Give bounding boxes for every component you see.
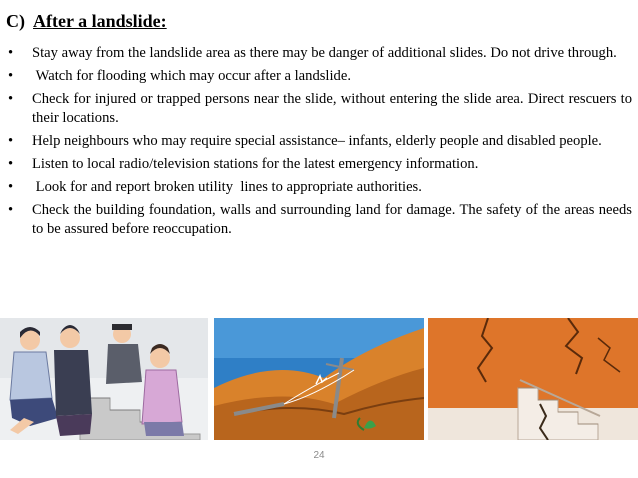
heading-title: After a landslide: [33, 11, 167, 31]
bullet-marker: • [8, 91, 14, 107]
list-item [8, 67, 632, 86]
list-item [8, 132, 632, 151]
bullet-marker: • [8, 179, 14, 195]
bullet-text: Look for and report broken utility lines to appropriate authorities. [32, 179, 422, 195]
bullet-text: Watch for flooding which may occur after a landslide. [32, 68, 351, 84]
broken-utility-lines-illustration [214, 318, 424, 440]
list-item [8, 90, 632, 128]
list-item [8, 178, 632, 197]
cracked-wall-stairs-illustration [428, 318, 638, 440]
bullet-text: Check for injured or trapped persons near the slide, without entering the slide area. Direct rescuers to their locations. [32, 91, 632, 126]
illustration-strip [0, 318, 638, 440]
bullet-marker: • [8, 45, 14, 61]
list-item [8, 44, 632, 63]
page-number: 24 [313, 450, 325, 461]
list-item [8, 155, 632, 174]
bullet-marker: • [8, 156, 14, 172]
bullet-text: Help neighbours who may require special assistance– infants, elderly people and disabled people. [32, 133, 602, 149]
people-helping-injured-illustration [0, 318, 208, 440]
bullet-text: Listen to local radio/television stations for the latest emergency information. [32, 156, 479, 172]
bullet-marker: • [8, 202, 14, 218]
bullet-text: Check the building foundation, walls and surrounding land for damage. The safety of the areas needs to be assured before reoccupation. [32, 202, 632, 237]
bullet-marker: • [8, 133, 14, 149]
slide-heading [6, 10, 167, 32]
heading-letter: C) [6, 11, 25, 31]
bullet-text: Stay away from the landslide area as there may be danger of additional slides. Do not drive through. [32, 45, 617, 61]
bullet-marker: • [8, 68, 14, 84]
list-item [8, 201, 632, 239]
bullet-list [8, 44, 632, 243]
